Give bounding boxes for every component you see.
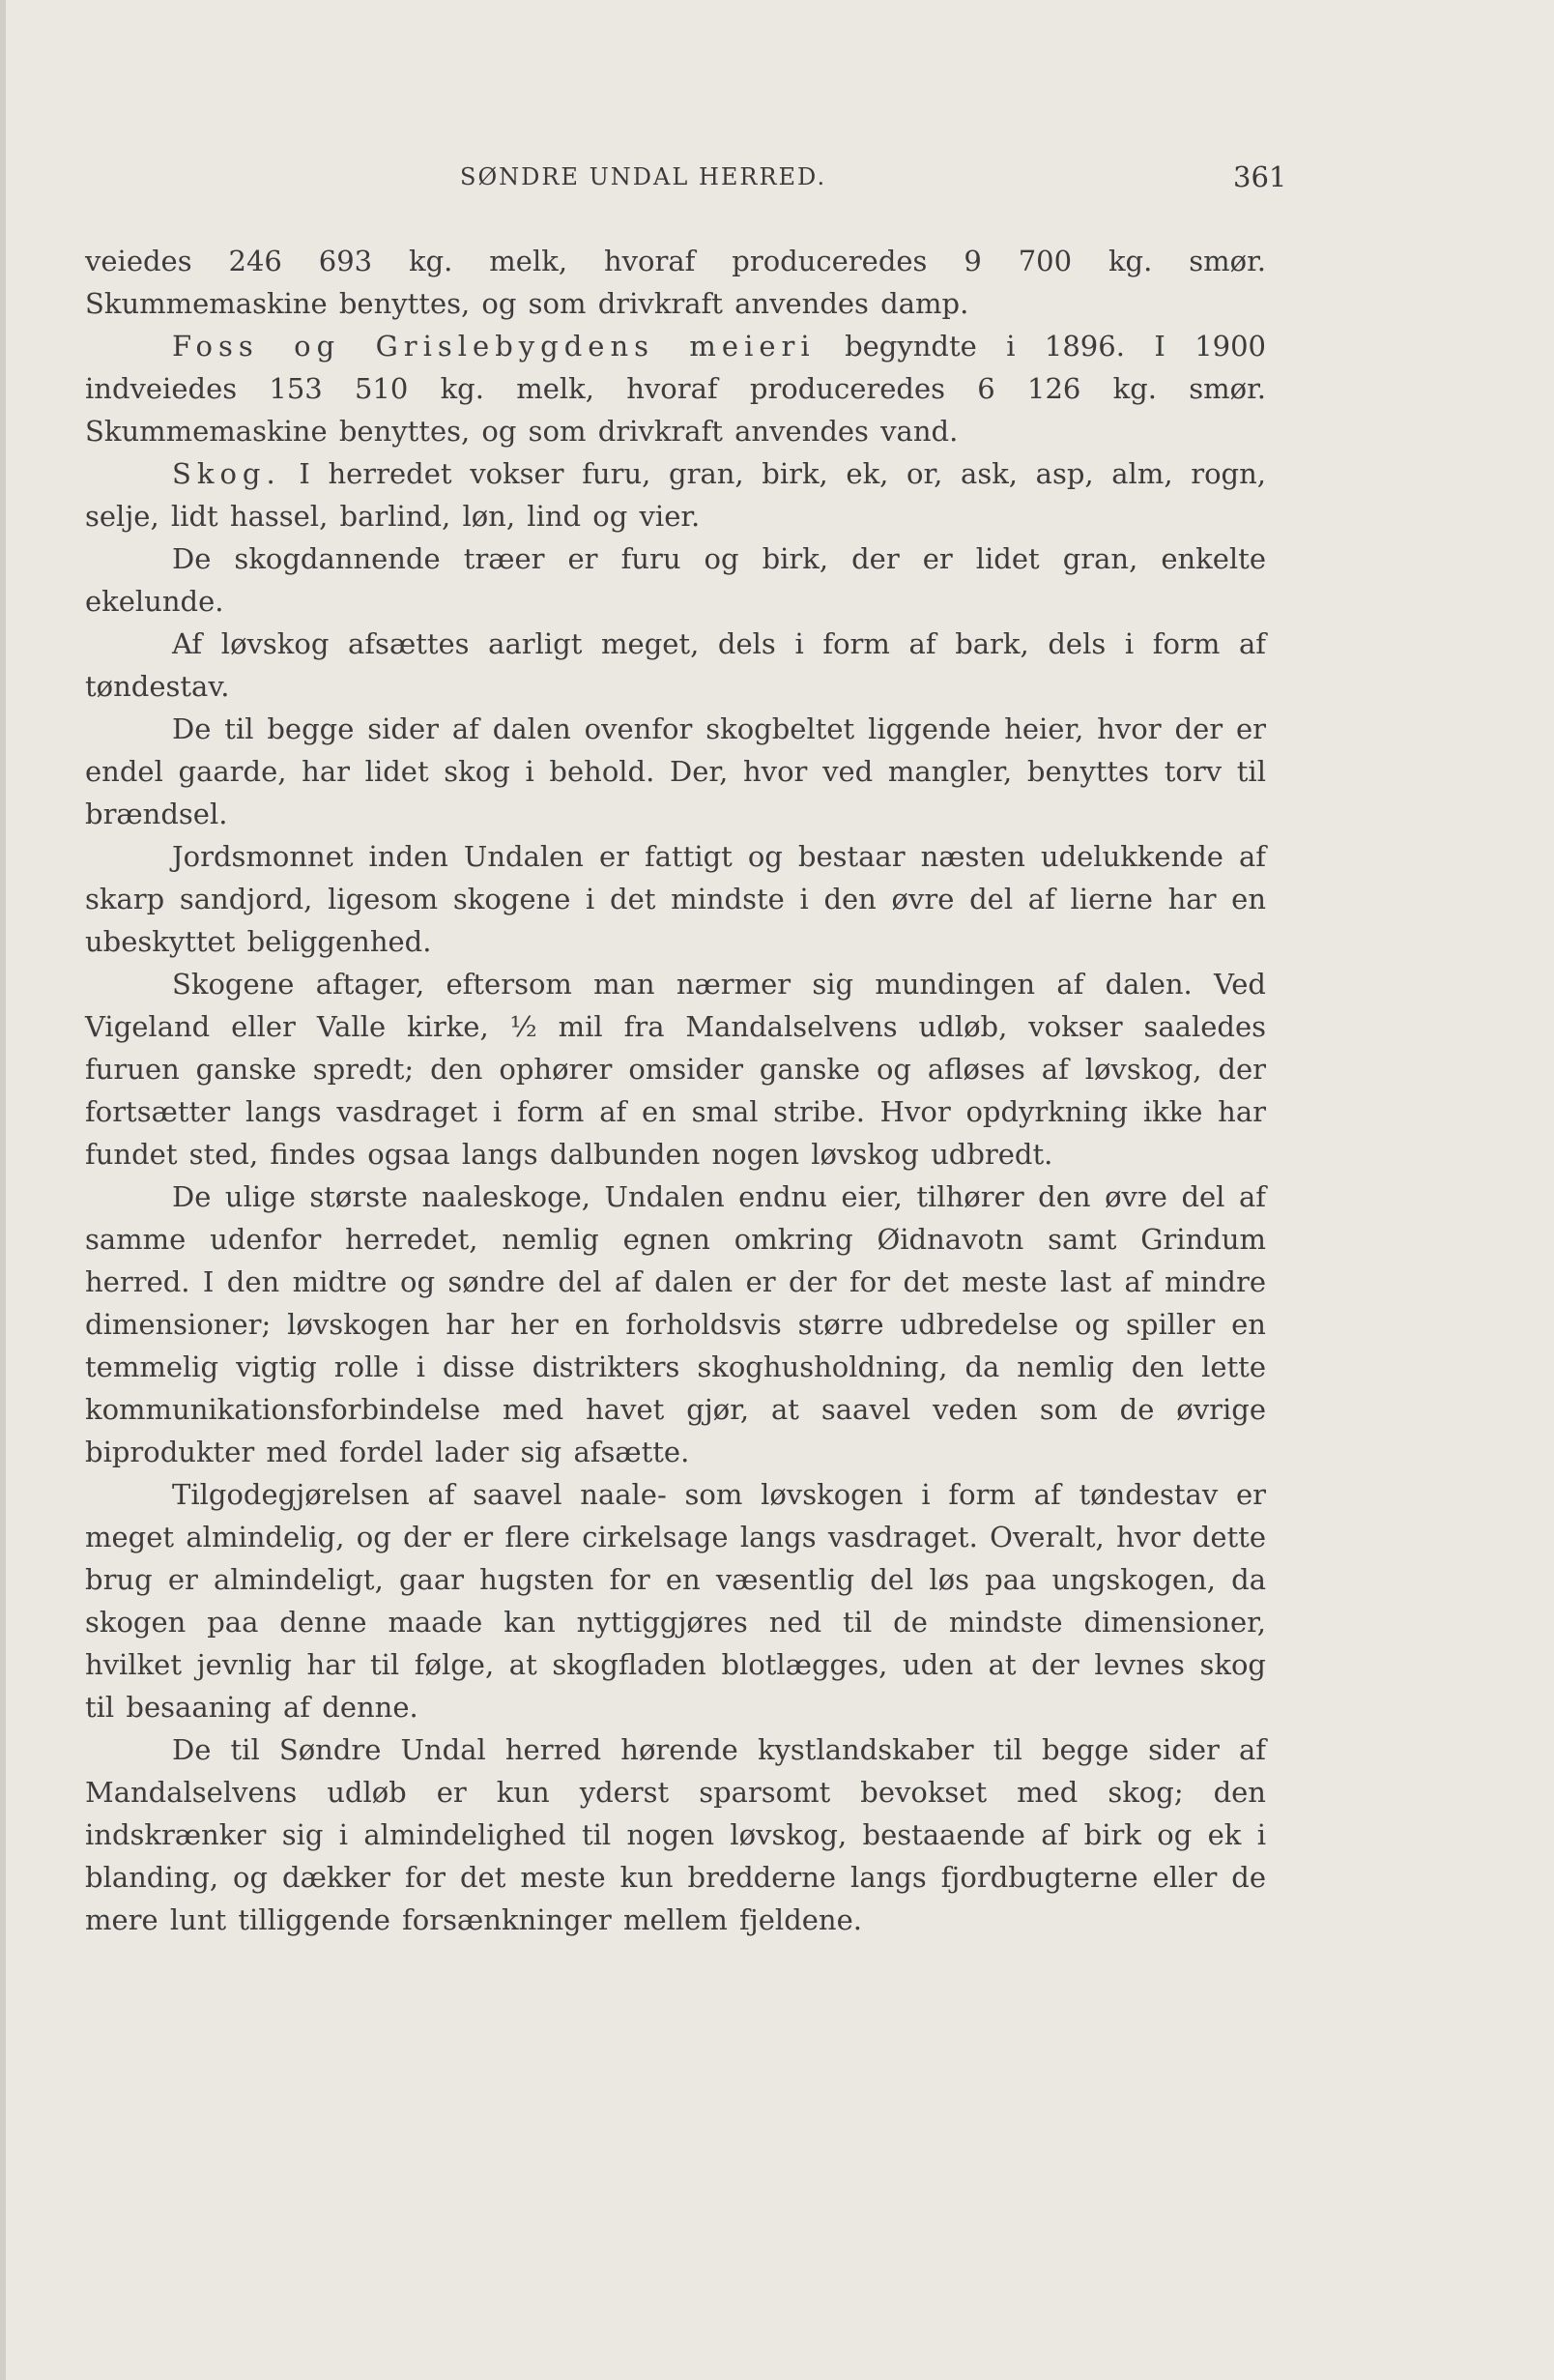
paragraph xyxy=(85,623,1266,708)
paragraph-text: De skogdannende træer er furu og birk, der er lidet gran, enkelte ekelunde. xyxy=(85,542,1266,618)
paragraph-text: Jordsmonnet inden Undalen er fattigt og bestaar næsten udelukkende af skarp sandjord, ligesom skogene i det mindste i den øvre del af lierne har en ubeskyttet beliggenhed. xyxy=(85,840,1266,958)
paragraph-lead: Foss og Grislebygdens meieri xyxy=(172,330,816,363)
paragraph xyxy=(85,325,1266,452)
paragraph xyxy=(85,708,1266,835)
page-edge xyxy=(0,0,6,2380)
paragraph xyxy=(85,452,1266,537)
paragraph-text: Skogene aftager, eftersom man nærmer sig mundingen af dalen. Ved Vigeland eller Valle kirke, ½ mil fra Mandalselvens udløb, vokser saaledes furuen ganske spredt; den ophører omsider ganske og afløses af løvskog, der fortsætter langs vasdraget i form af en smal stribe. Hvor opdyrkning ikke har fundet sted, findes ogsaa langs dalbunden nogen løvskog udbredt. xyxy=(85,968,1266,1171)
paragraph-text: Af løvskog afsættes aarligt meget, dels i form af bark, dels i form af tøndestav. xyxy=(85,627,1266,703)
paragraph xyxy=(85,1728,1266,1941)
paragraph-text: De til Søndre Undal herred hørende kystlandskaber til begge sider af Mandalselvens udløb er kun yderst sparsomt bevokset med skog; den indskrænker sig i almindelighed til nogen løvskog, bestaaende af birk og ek i blanding, og dækker for det meste kun bredderne langs fjordbugterne eller de mere lunt tilliggende forsænkninger mellem fjeldene. xyxy=(85,1733,1266,1936)
paragraph-text: De ulige største naaleskoge, Undalen endnu eier, tilhører den øvre del af samme udenfor herredet, nemlig egnen omkring Øidnavotn samt Grindum herred. I den midtre og søndre del af dalen er der for det meste last af mindre dimensioner; løvskogen har her en forholdsvis større udbredelse og spiller en temmelig vigtig rolle i disse distrikters skoghusholdning, da nemlig den lette kommunikationsforbindelse med havet gjør, at saavel veden som de øvrige biprodukter med fordel lader sig afsætte. xyxy=(85,1180,1266,1468)
paragraph xyxy=(85,1473,1266,1728)
paragraph xyxy=(85,963,1266,1175)
paragraph-text: begyndte i 1896. I 1900 indveiedes 153 510 kg. melk, hvoraf produceredes 6 126 kg. smør. Skummemaskine benyttes, og som drivkraft anvendes vand. xyxy=(85,330,1266,448)
page-header xyxy=(0,158,1554,196)
paragraph xyxy=(85,240,1266,325)
body-text xyxy=(85,240,1266,1941)
page-number: 361 xyxy=(1233,160,1287,193)
paragraph xyxy=(85,537,1266,623)
paragraph xyxy=(85,1175,1266,1473)
paragraph-text: De til begge sider af dalen ovenfor skogbeltet liggende heier, hvor der er endel gaarde, har lidet skog i behold. Der, hvor ved mangler, benyttes torv til brændsel. xyxy=(85,712,1266,830)
paragraph-text: I herredet vokser furu, gran, birk, ek, or, ask, asp, alm, rogn, selje, lidt hassel, barlind, løn, lind og vier. xyxy=(85,457,1266,533)
paragraph-text: Tilgodegjørelsen af saavel naale- som løvskogen i form af tøndestav er meget almindelig, og der er flere cirkelsage langs vasdraget. Overalt, hvor dette brug er almindeligt, gaar hugsten for en væsentlig del løs paa ungskogen, da skogen paa denne maade kan nyttiggjøres ned til de mindste dimensioner, hvilket jevnlig har til følge, at skogfladen blotlægges, uden at der levnes skog til besaaning af denne. xyxy=(85,1478,1266,1724)
running-head: SØNDRE UNDAL HERRED. xyxy=(460,163,827,190)
paragraph-text: veiedes 246 693 kg. melk, hvoraf produceredes 9 700 kg. smør. Skummemaskine benyttes, og som drivkraft anvendes damp. xyxy=(85,245,1266,320)
section-heading: Skog. xyxy=(172,457,281,490)
paragraph xyxy=(85,835,1266,963)
